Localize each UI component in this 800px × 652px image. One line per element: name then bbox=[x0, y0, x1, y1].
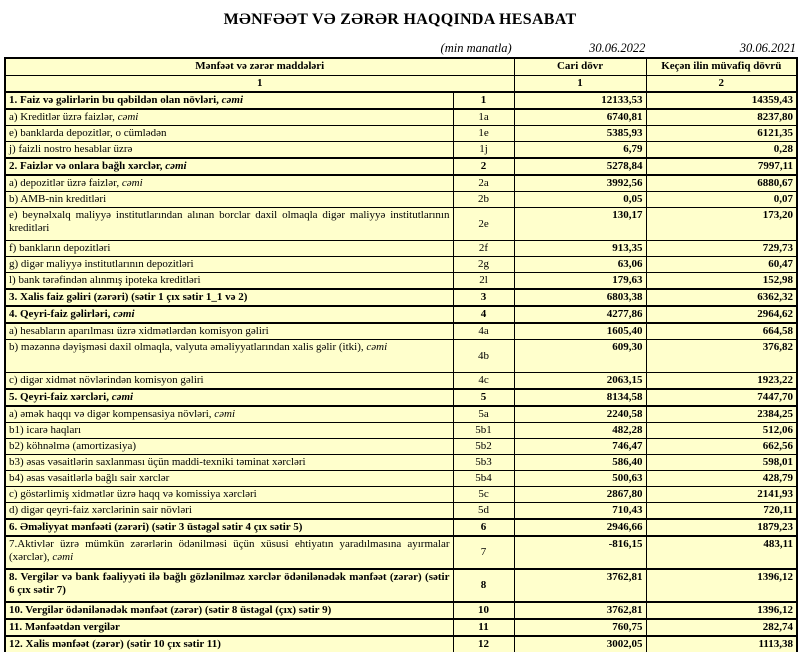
row-current-value-cell: 8134,58 bbox=[514, 389, 646, 406]
row-code-cell: 5b1 bbox=[453, 423, 514, 439]
row-code-cell: 1a bbox=[453, 109, 514, 126]
header-row-labels bbox=[5, 58, 797, 75]
row-previous-value-cell: 0,28 bbox=[646, 142, 797, 159]
row-current-value-cell: 6740,81 bbox=[514, 109, 646, 126]
row-label-cell bbox=[5, 109, 453, 126]
row-previous-value-cell: 1396,12 bbox=[646, 602, 797, 619]
row-current-value-cell: -816,15 bbox=[514, 536, 646, 569]
row-label-cell bbox=[5, 323, 453, 340]
table-row bbox=[5, 126, 797, 142]
row-previous-value-cell: 6880,67 bbox=[646, 175, 797, 192]
table-row bbox=[5, 636, 797, 652]
row-previous-value-cell: 2384,25 bbox=[646, 406, 797, 423]
row-label: e) beynəlxalq maliyyə institutlarından alınan borclar daxil olmaqla digər maliyyə institutlarının kreditləri bbox=[9, 209, 450, 234]
row-current-value-cell: 5385,93 bbox=[514, 126, 646, 142]
table-row bbox=[5, 289, 797, 306]
row-label: a) əmək haqqı və digər kompensasiya növləri, bbox=[9, 408, 215, 420]
row-previous-value-cell: 60,47 bbox=[646, 257, 797, 273]
row-label: a) Kreditlər üzrə faizlər, bbox=[9, 111, 118, 123]
row-label: b1) icarə haqları bbox=[9, 424, 82, 436]
row-code-cell: 5b2 bbox=[453, 439, 514, 455]
row-label: c) göstərlimiş xidmətlər üzrə haqq və komissiya xərcləri bbox=[9, 488, 257, 500]
row-code-cell: 2e bbox=[453, 208, 514, 241]
row-label-italic-suffix: cəmi bbox=[165, 160, 187, 172]
row-code-cell: 3 bbox=[453, 289, 514, 306]
row-label-cell bbox=[5, 273, 453, 290]
row-label-cell bbox=[5, 455, 453, 471]
row-label-cell bbox=[5, 569, 453, 602]
row-current-value-cell: 482,28 bbox=[514, 423, 646, 439]
table-row bbox=[5, 519, 797, 536]
table-row bbox=[5, 439, 797, 455]
row-code-cell: 11 bbox=[453, 619, 514, 636]
table-head bbox=[5, 58, 797, 92]
table-row bbox=[5, 389, 797, 406]
table-row bbox=[5, 257, 797, 273]
row-current-value-cell: 2946,66 bbox=[514, 519, 646, 536]
row-previous-value-cell: 7997,11 bbox=[646, 158, 797, 175]
table-row bbox=[5, 602, 797, 619]
row-label-cell bbox=[5, 423, 453, 439]
row-label: l) bank tərəfindən alınmış ipoteka kreditləri bbox=[9, 274, 201, 286]
row-code-cell: 6 bbox=[453, 519, 514, 536]
table-row bbox=[5, 406, 797, 423]
row-label-cell bbox=[5, 503, 453, 520]
table-row bbox=[5, 175, 797, 192]
table-row bbox=[5, 158, 797, 175]
row-code-cell: 10 bbox=[453, 602, 514, 619]
table-row bbox=[5, 241, 797, 257]
row-code-cell: 7 bbox=[453, 536, 514, 569]
row-current-value-cell: 130,17 bbox=[514, 208, 646, 241]
table-row bbox=[5, 273, 797, 290]
report-date-previous: 30.06.2021 bbox=[739, 41, 797, 55]
row-code-cell: 1j bbox=[453, 142, 514, 159]
row-label-italic-suffix: cəmi bbox=[214, 408, 236, 420]
row-previous-value-cell: 1923,22 bbox=[646, 373, 797, 390]
row-label: 8. Vergilər və bank fəaliyyəti ilə bağlı gözlənilməz xərclər ödənilənədək mənfəət (zərər) (sətir 6 çıx sətir 7) bbox=[9, 571, 450, 596]
row-code-cell: 8 bbox=[453, 569, 514, 602]
table-row bbox=[5, 109, 797, 126]
row-code-cell: 5c bbox=[453, 487, 514, 503]
row-code-cell: 5 bbox=[453, 389, 514, 406]
row-previous-value-cell: 6362,32 bbox=[646, 289, 797, 306]
row-code-cell: 4a bbox=[453, 323, 514, 340]
table-row bbox=[5, 423, 797, 439]
row-label: 1. Faiz və gəlirlərin bu qəbildən olan növləri, bbox=[9, 94, 222, 106]
row-label-italic-suffix: cəmi bbox=[366, 341, 388, 353]
row-label-cell bbox=[5, 289, 453, 306]
table-row bbox=[5, 192, 797, 208]
row-previous-value-cell: 729,73 bbox=[646, 241, 797, 257]
row-code-cell: 5d bbox=[453, 503, 514, 520]
row-label: 7.Aktivlər üzrə mümkün zərərlərin ödənilməsi üçün xüsusi ehtiyatın yaradılmasına ayırmalar (xərclər), bbox=[9, 538, 450, 563]
row-previous-value-cell: 512,06 bbox=[646, 423, 797, 439]
row-previous-value-cell: 1879,23 bbox=[646, 519, 797, 536]
row-label-cell bbox=[5, 175, 453, 192]
row-label: 4. Qeyri-faiz gəlirləri, bbox=[9, 308, 114, 320]
row-previous-value-cell: 152,98 bbox=[646, 273, 797, 290]
row-previous-value-cell: 1396,12 bbox=[646, 569, 797, 602]
row-label-cell bbox=[5, 636, 453, 652]
row-current-value-cell: 2240,58 bbox=[514, 406, 646, 423]
report-table-body bbox=[5, 92, 797, 652]
row-current-value-cell: 6803,38 bbox=[514, 289, 646, 306]
row-label: 12. Xalis mənfəət (zərər) (sətir 10 çıx sətir 11) bbox=[9, 638, 221, 650]
row-previous-value-cell: 8237,80 bbox=[646, 109, 797, 126]
table-row bbox=[5, 340, 797, 373]
row-label: f) bankların depozitləri bbox=[9, 242, 111, 254]
row-label-cell bbox=[5, 439, 453, 455]
row-label-italic-suffix: cəmi bbox=[121, 177, 143, 189]
row-current-value-cell: 3992,56 bbox=[514, 175, 646, 192]
row-current-value-cell: 760,75 bbox=[514, 619, 646, 636]
row-current-value-cell: 710,43 bbox=[514, 503, 646, 520]
row-current-value-cell: 500,63 bbox=[514, 471, 646, 487]
row-previous-value-cell: 14359,43 bbox=[646, 92, 797, 109]
row-label: j) faizli nostro hesablar üzrə bbox=[9, 143, 133, 155]
row-previous-value-cell: 173,20 bbox=[646, 208, 797, 241]
row-current-value-cell: 3762,81 bbox=[514, 569, 646, 602]
table-row bbox=[5, 142, 797, 159]
row-previous-value-cell: 662,56 bbox=[646, 439, 797, 455]
row-previous-value-cell: 2141,93 bbox=[646, 487, 797, 503]
header-row-indices bbox=[5, 75, 797, 92]
header-index-current: 1 bbox=[514, 75, 646, 92]
row-previous-value-cell: 428,79 bbox=[646, 471, 797, 487]
row-current-value-cell: 3002,05 bbox=[514, 636, 646, 652]
row-label: b4) əsas vəsaitlərlə bağlı sair xərclər bbox=[9, 472, 170, 484]
table-row bbox=[5, 536, 797, 569]
row-label: b) məzənnə dəyişməsi daxil olmaqla, valyuta əməliyyatlarından xalis gəlir (itki), bbox=[9, 341, 367, 353]
row-code-cell: 1e bbox=[453, 126, 514, 142]
row-label: b3) əsas vəsaitlərin saxlanması üçün maddi-texniki təminat xərcləri bbox=[9, 456, 306, 468]
table-row bbox=[5, 619, 797, 636]
row-current-value-cell: 2867,80 bbox=[514, 487, 646, 503]
row-label-cell bbox=[5, 536, 453, 569]
row-previous-value-cell: 483,11 bbox=[646, 536, 797, 569]
row-label-cell bbox=[5, 158, 453, 175]
report-date-current: 30.06.2022 bbox=[589, 41, 646, 55]
row-code-cell: 1 bbox=[453, 92, 514, 109]
row-label-italic-suffix: cəmi bbox=[52, 551, 74, 563]
row-code-cell: 5b4 bbox=[453, 471, 514, 487]
row-current-value-cell: 6,79 bbox=[514, 142, 646, 159]
row-label-cell bbox=[5, 126, 453, 142]
row-code-cell: 4b bbox=[453, 340, 514, 373]
row-current-value-cell: 746,47 bbox=[514, 439, 646, 455]
row-current-value-cell: 1605,40 bbox=[514, 323, 646, 340]
row-code-cell: 2l bbox=[453, 273, 514, 290]
row-code-cell: 5a bbox=[453, 406, 514, 423]
row-current-value-cell: 0,05 bbox=[514, 192, 646, 208]
row-label-cell bbox=[5, 142, 453, 159]
row-current-value-cell: 609,30 bbox=[514, 340, 646, 373]
row-label-cell bbox=[5, 406, 453, 423]
row-previous-value-cell: 598,01 bbox=[646, 455, 797, 471]
row-previous-value-cell: 720,11 bbox=[646, 503, 797, 520]
table-row bbox=[5, 323, 797, 340]
row-label-cell bbox=[5, 471, 453, 487]
row-label: g) digər maliyyə institutlarının depozitləri bbox=[9, 258, 194, 270]
row-label: a) hesabların aparılması üzrə xidmətlərdən komisyon gəliri bbox=[9, 325, 269, 337]
row-code-cell: 12 bbox=[453, 636, 514, 652]
row-code-cell: 2 bbox=[453, 158, 514, 175]
row-label: b) AMB-nin kreditləri bbox=[9, 193, 107, 205]
row-code-cell: 2f bbox=[453, 241, 514, 257]
header-current-period: Cari dövr bbox=[514, 58, 646, 75]
row-previous-value-cell: 1113,38 bbox=[646, 636, 797, 652]
row-code-cell: 4 bbox=[453, 306, 514, 323]
row-previous-value-cell: 664,58 bbox=[646, 323, 797, 340]
row-current-value-cell: 5278,84 bbox=[514, 158, 646, 175]
row-label: b2) köhnəlmə (amortizasiya) bbox=[9, 440, 137, 452]
table-row bbox=[5, 471, 797, 487]
row-label: 11. Mənfəətdən vergilər bbox=[9, 621, 120, 633]
row-code-cell: 2b bbox=[453, 192, 514, 208]
header-items: Mənfəət və zərər maddələri bbox=[5, 58, 514, 75]
report-subheader bbox=[4, 41, 796, 56]
table-row bbox=[5, 487, 797, 503]
row-current-value-cell: 586,40 bbox=[514, 455, 646, 471]
table-row bbox=[5, 503, 797, 520]
row-label-cell bbox=[5, 92, 453, 109]
row-label: d) digər qeyri-faiz xərclərinin sair növləri bbox=[9, 504, 192, 516]
row-previous-value-cell: 7447,70 bbox=[646, 389, 797, 406]
row-label-cell bbox=[5, 487, 453, 503]
row-current-value-cell: 12133,53 bbox=[514, 92, 646, 109]
row-label-italic-suffix: cəmi bbox=[117, 111, 139, 123]
row-label-cell bbox=[5, 257, 453, 273]
row-label: e) banklarda depozitlər, o cümlədən bbox=[9, 127, 167, 139]
row-current-value-cell: 179,63 bbox=[514, 273, 646, 290]
row-previous-value-cell: 376,82 bbox=[646, 340, 797, 373]
row-previous-value-cell: 282,74 bbox=[646, 619, 797, 636]
row-label: 10. Vergilər ödənilənədək mənfəət (zərər) (sətir 8 üstəgəl (çıx) sətir 9) bbox=[9, 604, 332, 616]
row-label: 6. Əməliyyat mənfəəti (zərəri) (sətir 3 üstəgəl sətir 4 çıx sətir 5) bbox=[9, 521, 303, 533]
row-previous-value-cell: 2964,62 bbox=[646, 306, 797, 323]
row-current-value-cell: 63,06 bbox=[514, 257, 646, 273]
row-current-value-cell: 2063,15 bbox=[514, 373, 646, 390]
table-row bbox=[5, 373, 797, 390]
row-label-cell bbox=[5, 619, 453, 636]
row-label-cell bbox=[5, 519, 453, 536]
header-index-items: 1 bbox=[5, 75, 514, 92]
row-code-cell: 5b3 bbox=[453, 455, 514, 471]
table-row bbox=[5, 306, 797, 323]
row-label: 3. Xalis faiz gəliri (zərəri) (sətir 1 çıx sətir 1_1 və 2) bbox=[9, 291, 248, 303]
row-previous-value-cell: 6121,35 bbox=[646, 126, 797, 142]
row-label: a) depozitlər üzrə faizlər, bbox=[9, 177, 122, 189]
row-label: 2. Faizlər və onlara bağlı xərclər, bbox=[9, 160, 166, 172]
header-index-previous: 2 bbox=[646, 75, 797, 92]
row-label: 5. Qeyri-faiz xərcləri, bbox=[9, 391, 112, 403]
row-code-cell: 2g bbox=[453, 257, 514, 273]
row-label-cell bbox=[5, 373, 453, 390]
row-label-cell bbox=[5, 306, 453, 323]
table-row bbox=[5, 569, 797, 602]
row-label-cell bbox=[5, 602, 453, 619]
row-label-cell bbox=[5, 340, 453, 373]
row-label-italic-suffix: cəmi bbox=[113, 308, 135, 320]
table-row bbox=[5, 208, 797, 241]
row-label-cell bbox=[5, 241, 453, 257]
row-label: c) digər xidmət növlərindən komisyon gəliri bbox=[9, 374, 204, 386]
row-code-cell: 2a bbox=[453, 175, 514, 192]
profit-loss-table bbox=[4, 57, 798, 652]
row-current-value-cell: 913,35 bbox=[514, 241, 646, 257]
row-current-value-cell: 4277,86 bbox=[514, 306, 646, 323]
table-row bbox=[5, 92, 797, 109]
row-current-value-cell: 3762,81 bbox=[514, 602, 646, 619]
row-label-cell bbox=[5, 389, 453, 406]
page-title: MƏNFƏƏT VƏ ZƏRƏR HAQQINDA HESABAT bbox=[223, 11, 577, 28]
row-label-cell bbox=[5, 208, 453, 241]
header-previous-period: Keçən ilin müvafiq dövrü bbox=[646, 58, 797, 75]
row-previous-value-cell: 0,07 bbox=[646, 192, 797, 208]
row-label-italic-suffix: cəmi bbox=[111, 391, 134, 403]
unit-note: (min manatla) bbox=[440, 41, 512, 55]
row-code-cell: 4c bbox=[453, 373, 514, 390]
row-label-cell bbox=[5, 192, 453, 208]
row-label-italic-suffix: cəmi bbox=[221, 94, 244, 106]
table-row bbox=[5, 455, 797, 471]
